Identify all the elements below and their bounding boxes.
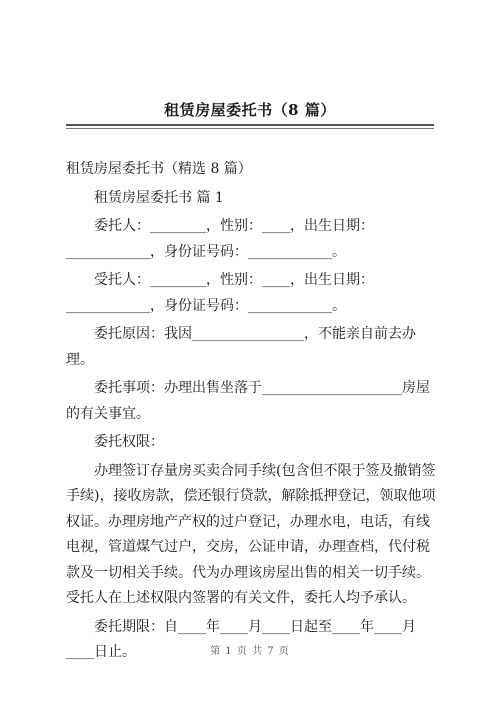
- agent-info: 受托人：________，性别：____，出生日期：____________，身份证号码：____________。: [66, 272, 374, 314]
- collection-heading: 租赁房屋委托书（精选 8 篇）: [66, 161, 252, 177]
- authority-heading: 委托权限：: [94, 434, 164, 450]
- authority-details: 办理签订存量房买卖合同手续(包含但不限于签及撤销签手续)，接收房款，偿还银行贷款，解除抵押登记，领取他项权证。办理房地产产权的过户登记，办理水电，电话，有线电视，管道煤气过户，交房，公证申请，办理查档，代付税款及一切相关手续。代为办理该房屋出售的相关一切手续。受托人在上述权限内签署的有关文件，委托人均予承认。: [66, 462, 436, 606]
- delegation-period: 委托期限：自____年____月____日起至____年____月____日止。: [66, 618, 416, 660]
- page-footer: 第 1 页 共 7 页: [210, 646, 290, 657]
- principal-info: 委托人：________，性别：____，出生日期：____________，身份证号码：____________。: [66, 218, 374, 260]
- section-heading: 租赁房屋委托书 篇 1: [94, 189, 224, 206]
- title-rule-thin: [66, 128, 434, 129]
- title-rule-thick: [66, 124, 434, 126]
- document-body: [66, 157, 438, 666]
- delegation-matter: 委托事项：办理出售坐落于____________________房屋的有关事宜。: [66, 380, 430, 422]
- document-title: 租赁房屋委托书（8 篇）: [164, 101, 336, 119]
- delegation-reason: 委托原因：我因________________，不能亲自前去办理。: [66, 326, 416, 368]
